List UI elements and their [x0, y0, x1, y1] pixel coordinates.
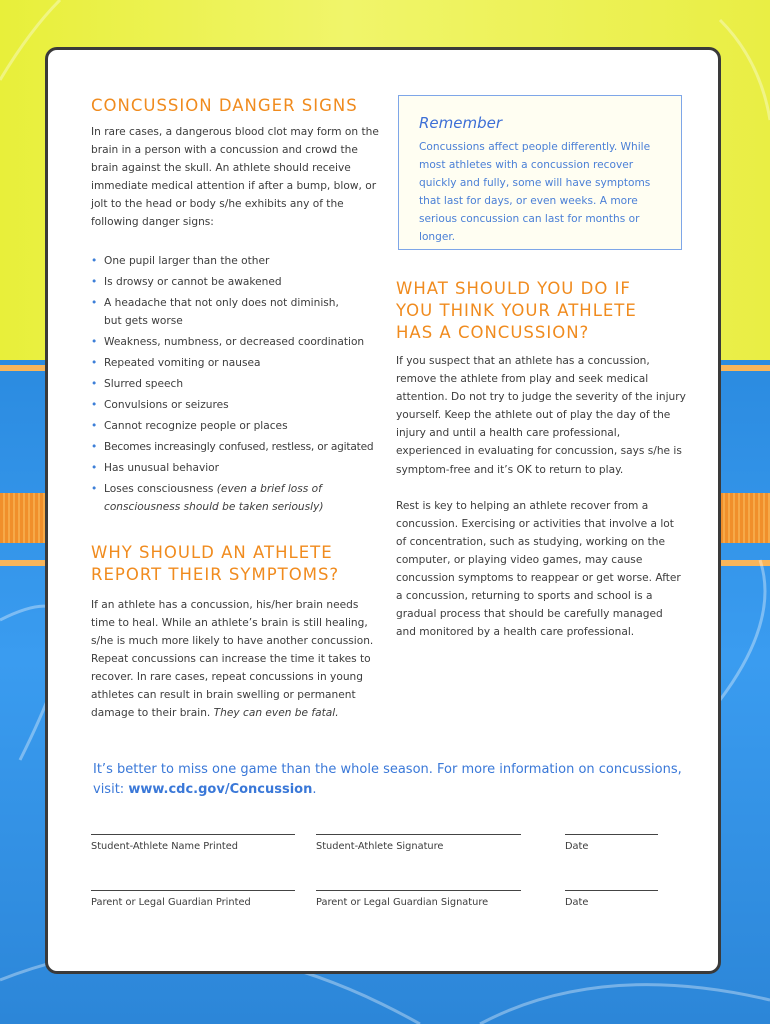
danger-signs-list	[91, 252, 381, 516]
what-to-do-paragraph-1: If you suspect that an athlete has a concussion, remove the athlete from play and seek medical attention. Do not try to judge the severity of the injury yourself. Keep the athlete out of play the day of the injury and until a health care professional, experienced in evaluating for concussion, says s/he is symptom-free and it’s OK to return to play.	[396, 355, 686, 476]
bullet-icon: •	[91, 377, 98, 390]
list-item-text: Is drowsy or cannot be awakened	[104, 275, 282, 288]
bullet-icon: •	[91, 254, 98, 267]
footer-note-text: It’s better to miss one game than the whole season. For more information on concussions, visit:	[93, 762, 682, 797]
parent-name-label: Parent or Legal Guardian Printed	[91, 897, 251, 908]
student-date-line[interactable]	[565, 834, 658, 835]
student-name-label: Student-Athlete Name Printed	[91, 841, 238, 852]
concussion-info-card	[45, 47, 721, 974]
cdc-link[interactable]: www.cdc.gov/Concussion	[128, 782, 313, 797]
list-item-note: (even a brief loss of consciousness should be taken seriously)	[104, 482, 324, 513]
footer-note-end: .	[312, 782, 317, 797]
bullet-icon: •	[91, 440, 98, 453]
bullet-icon: •	[91, 461, 98, 474]
what-to-do-heading: WHAT SHOULD YOU DO IF YOU THINK YOUR ATHLETE HAS A CONCUSSION?	[396, 279, 637, 342]
list-item-text: Repeated vomiting or nausea	[104, 356, 261, 369]
parent-signature-label: Parent or Legal Guardian Signature	[316, 897, 489, 908]
student-name-line[interactable]	[91, 834, 295, 835]
list-item	[91, 273, 381, 291]
left-column	[91, 95, 381, 722]
list-item	[91, 294, 381, 330]
list-item-text: Has unusual behavior	[104, 461, 220, 474]
student-signature-label: Student-Athlete Signature	[316, 841, 444, 852]
right-column	[396, 278, 686, 641]
list-item-text: A headache that not only does not diminish, but gets worse	[104, 296, 339, 327]
list-item-text: Loses consciousness	[104, 482, 214, 495]
list-item	[91, 459, 381, 477]
danger-signs-intro: In rare cases, a dangerous blood clot may form on the brain in a person with a concussion and crowd the brain against the skull. An athlete should receive immediate medical attention if after a bump, blow, or jolt to the head or body s/he exhibits any of the following danger signs:	[91, 126, 379, 229]
bullet-icon: •	[91, 356, 98, 369]
list-item-text: Convulsions or seizures	[104, 398, 229, 411]
list-item	[91, 396, 381, 414]
student-signature-line[interactable]	[316, 834, 521, 835]
list-item-text: Cannot recognize people or places	[104, 419, 288, 432]
list-item	[91, 480, 381, 516]
remember-body: Concussions affect people differently. While most athletes with a concussion recover quickly and fully, some will have symptoms that last for days, or even weeks. A more serious concussion can last for months or longer.	[419, 141, 651, 244]
list-item	[91, 252, 381, 270]
list-item-text: Becomes increasingly confused, restless, or agitated	[104, 440, 374, 453]
why-report-text: If an athlete has a concussion, his/her brain needs time to heal. While an athlete’s brain is still healing, s/he is much more likely to have another concussion. Repeat concussions can increase the time it takes to recover. In rare cases, repeat concussions in young athletes can result in brain swelling or permanent damage to their brain.	[91, 598, 374, 720]
remember-title: Remember	[419, 114, 503, 132]
list-item	[91, 354, 381, 372]
bullet-icon: •	[91, 419, 98, 432]
student-date-label: Date	[565, 841, 589, 852]
what-to-do-paragraph-2: Rest is key to helping an athlete recover from a concussion. Exercising or activities that involve a lot of concentration, such as studying, working on the computer, or playing video games, may cause concussion symptoms to reappear or get worse. After a concussion, returning to sports and school is a gradual process that should be carefully managed and monitored by a health care professional.	[396, 499, 681, 639]
bullet-icon: •	[91, 482, 98, 495]
parent-date-label: Date	[565, 897, 589, 908]
danger-signs-heading: CONCUSSION DANGER SIGNS	[91, 96, 358, 115]
list-item-text: Slurred speech	[104, 377, 184, 390]
list-item	[91, 417, 381, 435]
bullet-icon: •	[91, 296, 98, 309]
list-item-text: Weakness, numbness, or decreased coordination	[104, 335, 365, 348]
parent-name-line[interactable]	[91, 890, 295, 891]
remember-box	[398, 95, 682, 250]
parent-signature-line[interactable]	[316, 890, 521, 891]
why-report-heading: WHY SHOULD AN ATHLETE REPORT THEIR SYMPTOMS?	[91, 542, 340, 584]
footer-note	[93, 760, 693, 800]
bullet-icon: •	[91, 335, 98, 348]
bullet-icon: •	[91, 398, 98, 411]
parent-date-line[interactable]	[565, 890, 658, 891]
why-report-body	[91, 596, 381, 723]
list-item-text: One pupil larger than the other	[104, 254, 270, 267]
bullet-icon: •	[91, 275, 98, 288]
list-item	[91, 375, 381, 393]
list-item	[91, 333, 381, 351]
list-item	[91, 438, 381, 456]
why-report-emphasis: They can even be fatal.	[213, 707, 339, 720]
